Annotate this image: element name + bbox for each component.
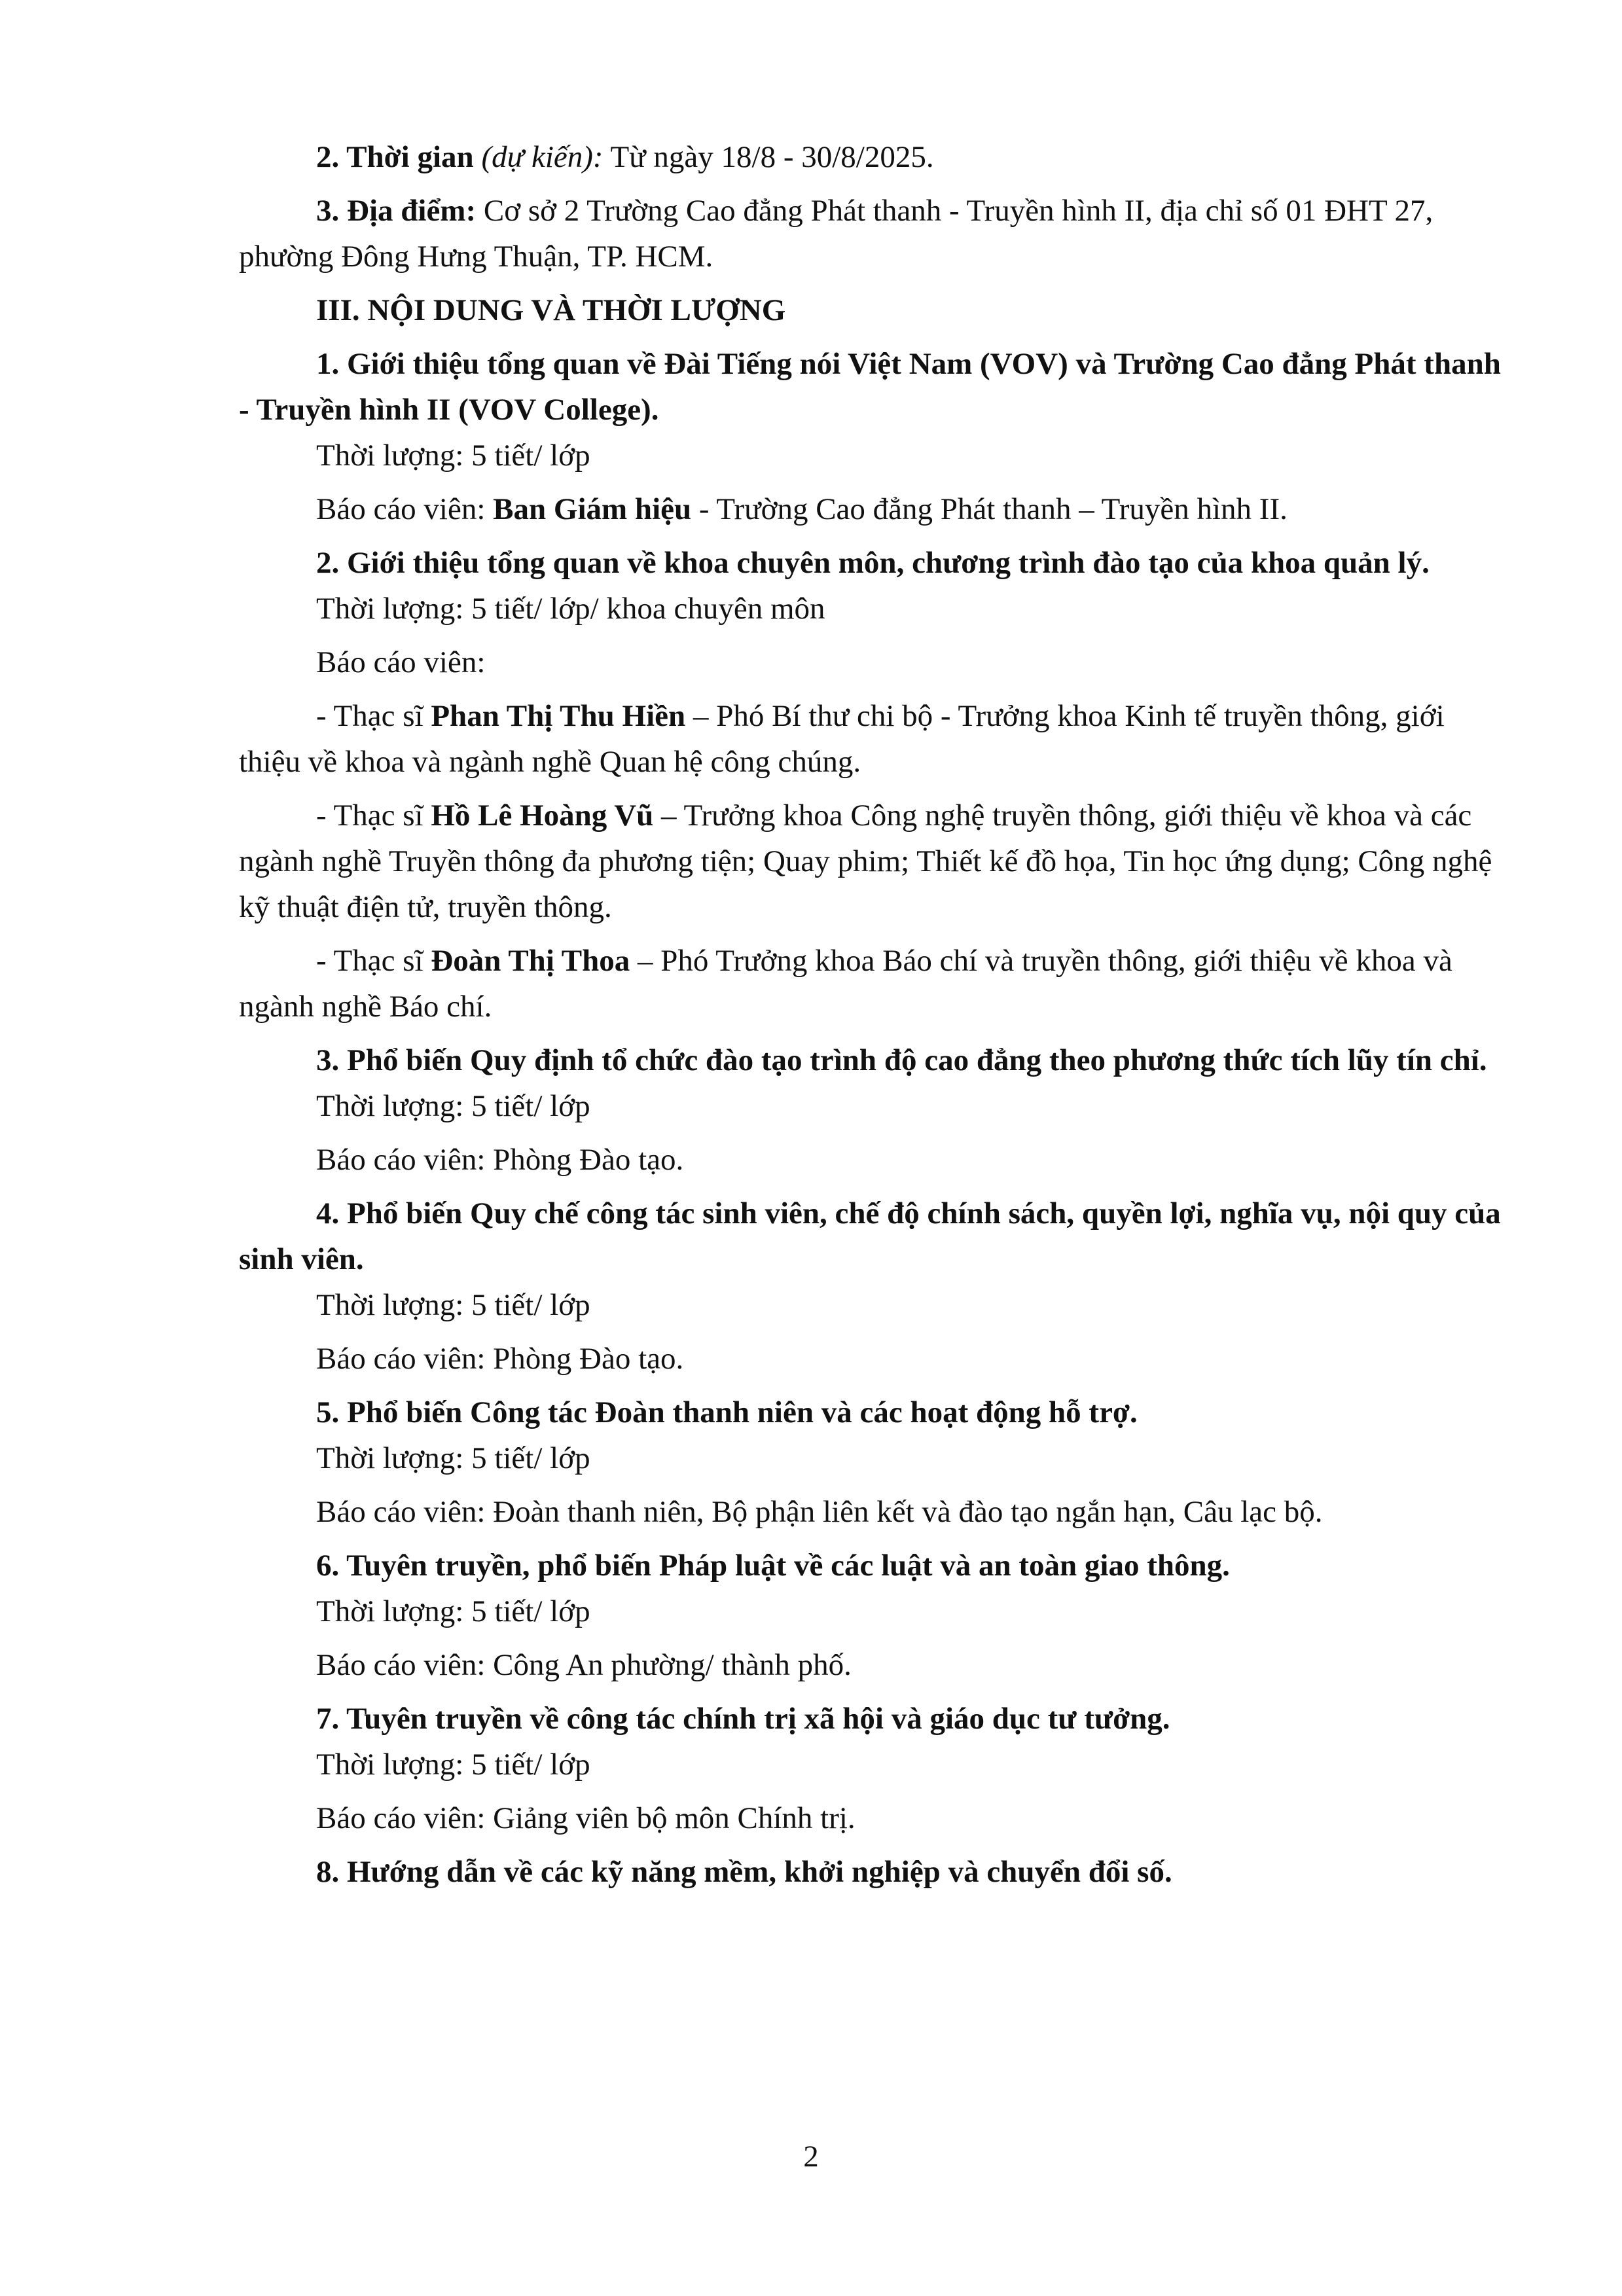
section-heading: III. NỘI DUNG VÀ THỜI LƯỢNG	[316, 293, 786, 327]
item2-duration: Thời lượng: 5 tiết/ lớp/ khoa chuyên môn	[316, 592, 825, 626]
time-label: Thời gian	[346, 140, 482, 174]
speaker-1-rest: – Phó Bí thư chi bộ - Trưởng khoa Kinh tế truyền thông, giới thiệu về khoa và ngành nghề Quan hệ công chúng.	[239, 699, 1445, 779]
item5-reporter: Báo cáo viên: Đoàn thanh niên, Bộ phận liên kết và đào tạo ngắn hạn, Câu lạc bộ.	[316, 1495, 1323, 1529]
item7-reporter: Báo cáo viên: Giảng viên bộ môn Chính trị.	[316, 1801, 856, 1835]
speaker-3	[239, 938, 1504, 1030]
item1-reporter	[239, 486, 1504, 532]
item3-title: 3. Phổ biến Quy định tổ chức đào tạo trình độ cao đẳng theo phương thức tích lũy tín chỉ.	[316, 1043, 1487, 1077]
speaker-2-prefix: - Thạc sĩ	[316, 798, 431, 833]
item7-duration: Thời lượng: 5 tiết/ lớp	[316, 1748, 590, 1782]
item2-reporter: Báo cáo viên:	[316, 645, 486, 679]
page-number: 2	[803, 2140, 819, 2174]
item4-title: 4. Phổ biến Quy chế công tác sinh viên, chế độ chính sách, quyền lợi, nghĩa vụ, nội quy của sinh viên.	[239, 1196, 1501, 1276]
item3-reporter: Báo cáo viên: Phòng Đào tạo.	[316, 1143, 684, 1177]
item5-title: 5. Phổ biến Công tác Đoàn thanh niên và các hoạt động hỗ trợ.	[316, 1395, 1138, 1429]
speaker-3-name: Đoàn Thị Thoa	[431, 944, 630, 978]
time-text: Từ ngày 18/8 - 30/8/2025.	[603, 140, 934, 174]
item4-reporter: Báo cáo viên: Phòng Đào tạo.	[316, 1342, 684, 1376]
location-num: 3.	[316, 194, 347, 228]
time-note: (dự kiến):	[481, 140, 604, 174]
time-paragraph	[239, 134, 1504, 180]
item6-title: 6. Tuyên truyền, phổ biến Pháp luật về các luật và an toàn giao thông.	[316, 1549, 1230, 1583]
item6-duration: Thời lượng: 5 tiết/ lớp	[316, 1594, 590, 1628]
item2-title: 2. Giới thiệu tổng quan về khoa chuyên môn, chương trình đào tạo của khoa quản lý.	[316, 546, 1430, 580]
time-num: 2.	[316, 140, 347, 174]
speaker-1-prefix: - Thạc sĩ	[316, 699, 431, 733]
item5-duration: Thời lượng: 5 tiết/ lớp	[316, 1441, 590, 1475]
item1-reporter-rest: - Trường Cao đẳng Phát thanh – Truyền hình II.	[691, 492, 1288, 526]
location-paragraph	[239, 188, 1504, 279]
speaker-2-name: Hồ Lê Hoàng Vũ	[431, 798, 654, 833]
speaker-3-prefix: - Thạc sĩ	[316, 944, 431, 978]
item7-title: 7. Tuyên truyền về công tác chính trị xã hội và giáo dục tư tưởng.	[316, 1702, 1170, 1736]
item8-title: 8. Hướng dẫn về các kỹ năng mềm, khởi nghiệp và chuyển đổi số.	[316, 1855, 1172, 1889]
item1-title: 1. Giới thiệu tổng quan về Đài Tiếng nói Việt Nam (VOV) và Trường Cao đẳng Phát thanh - Truyền hình II (VOV College).	[239, 347, 1501, 427]
location-text: Cơ sở 2 Trường Cao đẳng Phát thanh - Truyền hình II, địa chỉ số 01 ĐHT 27, phường Đông Hưng Thuận, TP. HCM.	[239, 194, 1433, 274]
document-page	[239, 134, 1504, 1895]
speaker-1	[239, 693, 1504, 785]
item1-reporter-name: Ban Giám hiệu	[493, 492, 692, 526]
speaker-1-name: Phan Thị Thu Hiền	[431, 699, 686, 733]
speaker-3-rest: – Phó Trưởng khoa Báo chí và truyền thông, giới thiệu về khoa và ngành nghề Báo chí.	[239, 944, 1452, 1024]
item6-reporter: Báo cáo viên: Công An phường/ thành phố.	[316, 1648, 852, 1682]
item4-duration: Thời lượng: 5 tiết/ lớp	[316, 1288, 590, 1322]
item1-duration: Thời lượng: 5 tiết/ lớp	[316, 439, 590, 473]
speaker-2	[239, 793, 1504, 930]
item1-reporter-prefix: Báo cáo viên:	[316, 492, 494, 526]
speaker-2-rest: – Trưởng khoa Công nghệ truyền thông, giới thiệu về khoa và các ngành nghề Truyền thông đa phương tiện; Quay phim; Thiết kế đồ họa, Tin học ứng dụng; Công nghệ kỹ thuật điện tử, truyền thông.	[239, 798, 1492, 924]
location-label: Địa điểm:	[347, 194, 477, 228]
item3-duration: Thời lượng: 5 tiết/ lớp	[316, 1089, 590, 1123]
